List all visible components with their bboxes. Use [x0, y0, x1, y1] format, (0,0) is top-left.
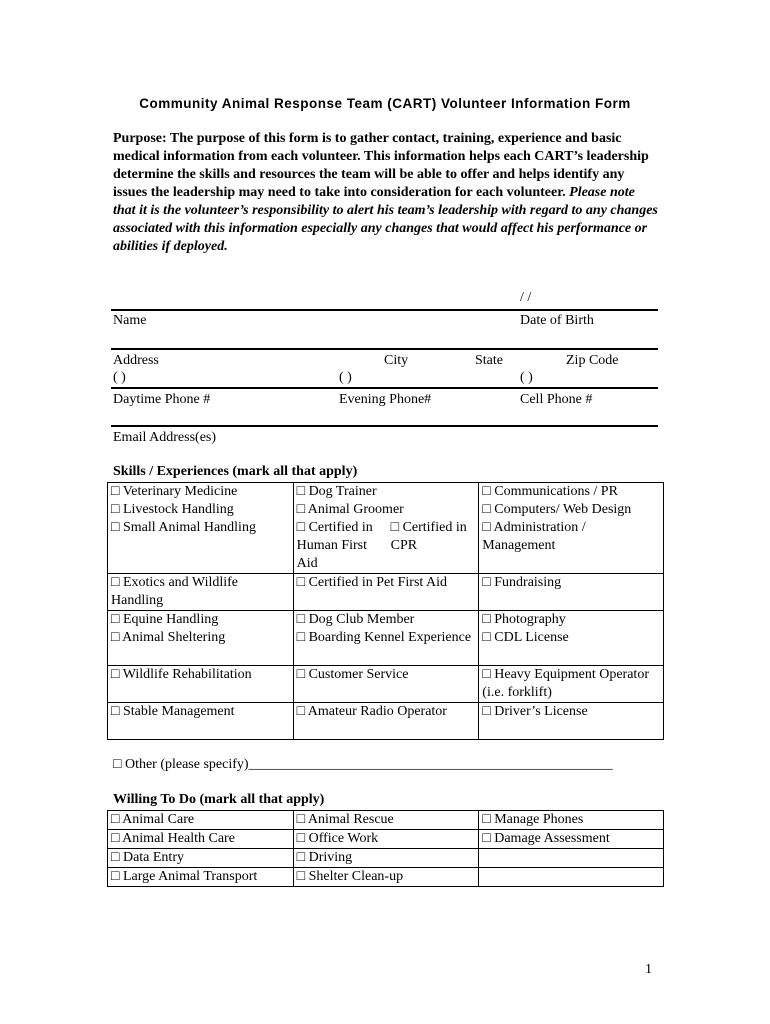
page-number: 1	[645, 962, 652, 977]
skill-checkbox[interactable]: □ Photography	[479, 611, 664, 630]
table-row	[108, 868, 664, 887]
willing-checkbox[interactable]	[479, 868, 664, 887]
table-row	[108, 519, 664, 574]
daytime-phone-label: Daytime Phone #	[113, 392, 211, 407]
skill-checkbox[interactable]: □ Communications / PR	[479, 483, 664, 502]
certified-cpr-checkbox[interactable]: □ Certified in CPR	[390, 520, 467, 553]
skill-checkbox[interactable]: □ Heavy Equipment Operator (i.e. forklift)	[479, 666, 664, 703]
skills-heading: Skills / Experiences (mark all that apply)	[113, 464, 358, 479]
willing-checkbox[interactable]: □ Animal Care	[108, 811, 294, 830]
state-label: State	[475, 353, 503, 368]
skill-checkbox[interactable]: □ Certified in Pet First Aid	[293, 574, 479, 611]
skill-checkbox[interactable]: □ Boarding Kennel Experience	[293, 629, 479, 666]
cell-phone-label: Cell Phone #	[520, 392, 593, 407]
skill-checkbox[interactable]: □ Administration / Management	[479, 519, 664, 574]
other-specify-field[interactable]: □ Other (please specify)____________________________________________________	[113, 757, 613, 772]
skill-checkbox[interactable]: □ Stable Management	[108, 703, 294, 740]
table-row	[108, 483, 664, 502]
skill-checkbox[interactable]: □ Exotics and Wildlife Handling	[108, 574, 294, 611]
skill-checkbox[interactable]: □ Veterinary Medicine	[108, 483, 294, 502]
willing-table	[107, 810, 664, 887]
table-row	[108, 811, 664, 830]
name-line[interactable]	[111, 309, 658, 311]
skill-checkbox[interactable]: □ Animal Groomer	[293, 501, 479, 519]
skill-checkbox[interactable]: □ Small Animal Handling	[108, 519, 294, 574]
purpose-note: Please note that it is the volunteer’s responsibility to alert his team’s leadership with regard to any changes associated with this information especially any changes that would affect his performance or abilities if deployed.	[113, 185, 658, 254]
willing-checkbox[interactable]: □ Shelter Clean-up	[293, 868, 479, 887]
willing-checkbox[interactable]: □ Animal Rescue	[293, 811, 479, 830]
skill-checkbox[interactable]: □ Computers/ Web Design	[479, 501, 664, 519]
table-row	[108, 574, 664, 611]
skill-checkbox[interactable]: □ Dog Club Member	[293, 611, 479, 630]
certified-human-checkbox[interactable]: □ Certified in Human First Aid	[296, 520, 373, 571]
email-label: Email Address(es)	[113, 430, 217, 445]
willing-checkbox[interactable]	[479, 849, 664, 868]
dob-label: Date of Birth	[520, 313, 594, 328]
evening-phone-label: Evening Phone#	[339, 392, 432, 407]
email-line[interactable]	[111, 425, 658, 427]
skills-table	[107, 482, 664, 740]
willing-checkbox[interactable]: □ Driving	[293, 849, 479, 868]
willing-checkbox[interactable]: □ Large Animal Transport	[108, 868, 294, 887]
name-label: Name	[113, 313, 147, 328]
form-title: Community Animal Response Team (CART) Volunteer Information Form	[139, 96, 631, 111]
table-row	[108, 703, 664, 740]
table-row	[108, 611, 664, 630]
willing-checkbox[interactable]: □ Animal Health Care	[108, 830, 294, 849]
skill-checkbox[interactable]: □ Dog Trainer	[293, 483, 479, 502]
table-row	[108, 830, 664, 849]
table-row	[108, 501, 664, 519]
skill-checkbox[interactable]: □ Customer Service	[293, 666, 479, 703]
address-label: Address	[113, 353, 159, 368]
willing-checkbox[interactable]: □ Manage Phones	[479, 811, 664, 830]
skill-checkbox[interactable]: □ Livestock Handling	[108, 501, 294, 519]
skill-checkbox[interactable]: □ Wildlife Rehabilitation	[108, 666, 294, 703]
skill-checkbox[interactable]: □ Animal Sheltering	[108, 629, 294, 666]
skill-checkbox[interactable]: □ Equine Handling	[108, 611, 294, 630]
phone-line[interactable]	[111, 387, 658, 389]
willing-checkbox[interactable]: □ Office Work	[293, 830, 479, 849]
zip-label: Zip Code	[566, 353, 619, 368]
skill-checkbox[interactable]: □ Driver’s License	[479, 703, 664, 740]
certified-cell	[293, 519, 479, 574]
cell-area-code: ( )	[520, 370, 533, 385]
city-label: City	[384, 353, 409, 368]
evening-area-code: ( )	[339, 370, 352, 385]
willing-checkbox[interactable]: □ Data Entry	[108, 849, 294, 868]
willing-heading: Willing To Do (mark all that apply)	[113, 792, 325, 807]
willing-checkbox[interactable]: □ Damage Assessment	[479, 830, 664, 849]
daytime-area-code: ( )	[113, 370, 126, 385]
table-row	[108, 629, 664, 666]
skill-checkbox[interactable]: □ Amateur Radio Operator	[293, 703, 479, 740]
address-line[interactable]	[111, 348, 658, 350]
skill-checkbox[interactable]: □ Fundraising	[479, 574, 664, 611]
purpose-text: Purpose: The purpose of this form is to gather contact, training, experience and basic medical information from each volunteer. This information helps each CART’s leadership determine the skills and resources the team will be able to offer and helps identify any issues the leadership may need to take into consideration for each volunteer.	[113, 131, 649, 200]
table-row	[108, 666, 664, 703]
dob-slashes: / /	[520, 290, 532, 305]
table-row	[108, 849, 664, 868]
skill-checkbox[interactable]: □ CDL License	[479, 629, 664, 666]
purpose-paragraph	[113, 130, 658, 256]
